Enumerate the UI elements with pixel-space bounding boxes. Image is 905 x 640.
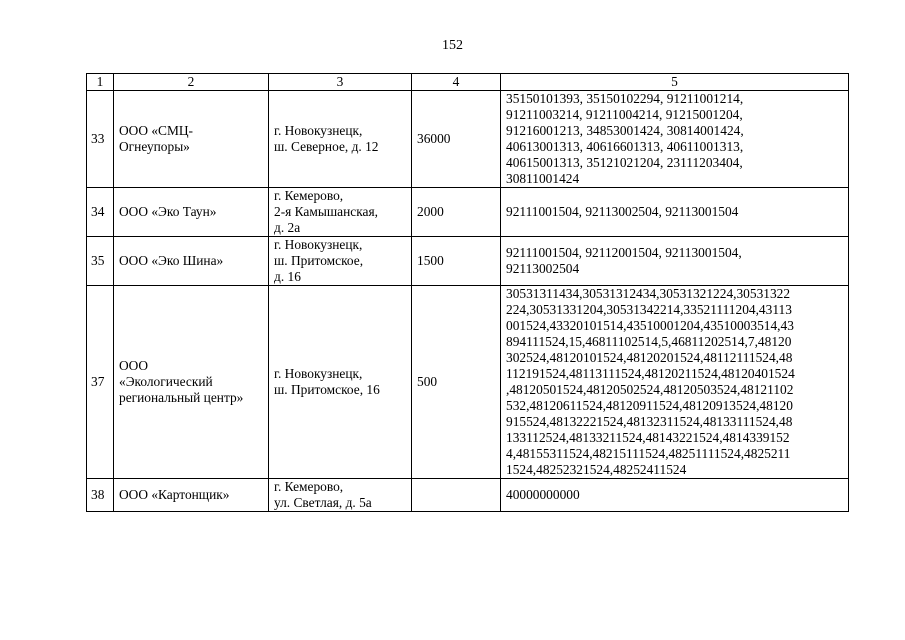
- waste-codes: 30531311434,30531312434,30531321224,30531322 224,30531331204,30531342214,33521111204,43113 001524,43320101514,43510001204,43510003514,43 894111524,15,46811102514,5,46811202514,7,48120 302524,48120101524,48120201524,48112111524,48 112191524,48113111524,48120211524,48120401524 ,48120501524,48120502524,48120503524,48121102 532,48120611524,48120911524,48120913524,48120 915524,48132221524,48132311524,48133111524,48 133112524,48133211524,48143221524,4814339152 4,48155311524,48215111524,48251111524,4825211 1524,48252321524,48252411524: [501, 286, 849, 479]
- waste-codes: 40000000000: [501, 479, 849, 512]
- capacity-value: 2000: [412, 188, 501, 237]
- table-row: [87, 237, 849, 286]
- organization-name: ООО «Эко Таун»: [114, 188, 269, 237]
- organization-name: ООО «СМЦ- Огнеупоры»: [114, 91, 269, 188]
- organization-name: ООО «Картонщик»: [114, 479, 269, 512]
- column-header-3: 3: [269, 74, 412, 91]
- organization-address: г. Кемерово, 2-я Камышанская, д. 2а: [269, 188, 412, 237]
- organization-address: г. Новокузнецк, ш. Притомское, д. 16: [269, 237, 412, 286]
- column-header-4: 4: [412, 74, 501, 91]
- page-number: 152: [442, 38, 463, 53]
- waste-facilities-table: [86, 73, 849, 512]
- row-number: 35: [87, 237, 114, 286]
- table-row: [87, 188, 849, 237]
- capacity-value: 1500: [412, 237, 501, 286]
- row-number: 34: [87, 188, 114, 237]
- column-header-5: 5: [501, 74, 849, 91]
- row-number: 38: [87, 479, 114, 512]
- organization-address: г. Кемерово, ул. Светлая, д. 5а: [269, 479, 412, 512]
- organization-address: г. Новокузнецк, ш. Притомское, 16: [269, 286, 412, 479]
- organization-name: ООО «Экологический региональный центр»: [114, 286, 269, 479]
- waste-codes: 92111001504, 92113002504, 92113001504: [501, 188, 849, 237]
- organization-address: г. Новокузнецк, ш. Северное, д. 12: [269, 91, 412, 188]
- waste-codes: 92111001504, 92112001504, 92113001504, 92113002504: [501, 237, 849, 286]
- column-header-1: 1: [87, 74, 114, 91]
- row-number: 33: [87, 91, 114, 188]
- capacity-value: 36000: [412, 91, 501, 188]
- organization-name: ООО «Эко Шина»: [114, 237, 269, 286]
- waste-codes: 35150101393, 35150102294, 91211001214, 91211003214, 91211004214, 91215001204, 91216001213, 34853001424, 30814001424, 40613001313, 40616601313, 40611001313, 40615001313, 35121021204, 23111203404, 30811001424: [501, 91, 849, 188]
- table-row: [87, 286, 849, 479]
- column-header-2: 2: [114, 74, 269, 91]
- capacity-value: [412, 479, 501, 512]
- table-row: [87, 479, 849, 512]
- row-number: 37: [87, 286, 114, 479]
- capacity-value: 500: [412, 286, 501, 479]
- table-row: [87, 91, 849, 188]
- table-header-row: [87, 74, 849, 91]
